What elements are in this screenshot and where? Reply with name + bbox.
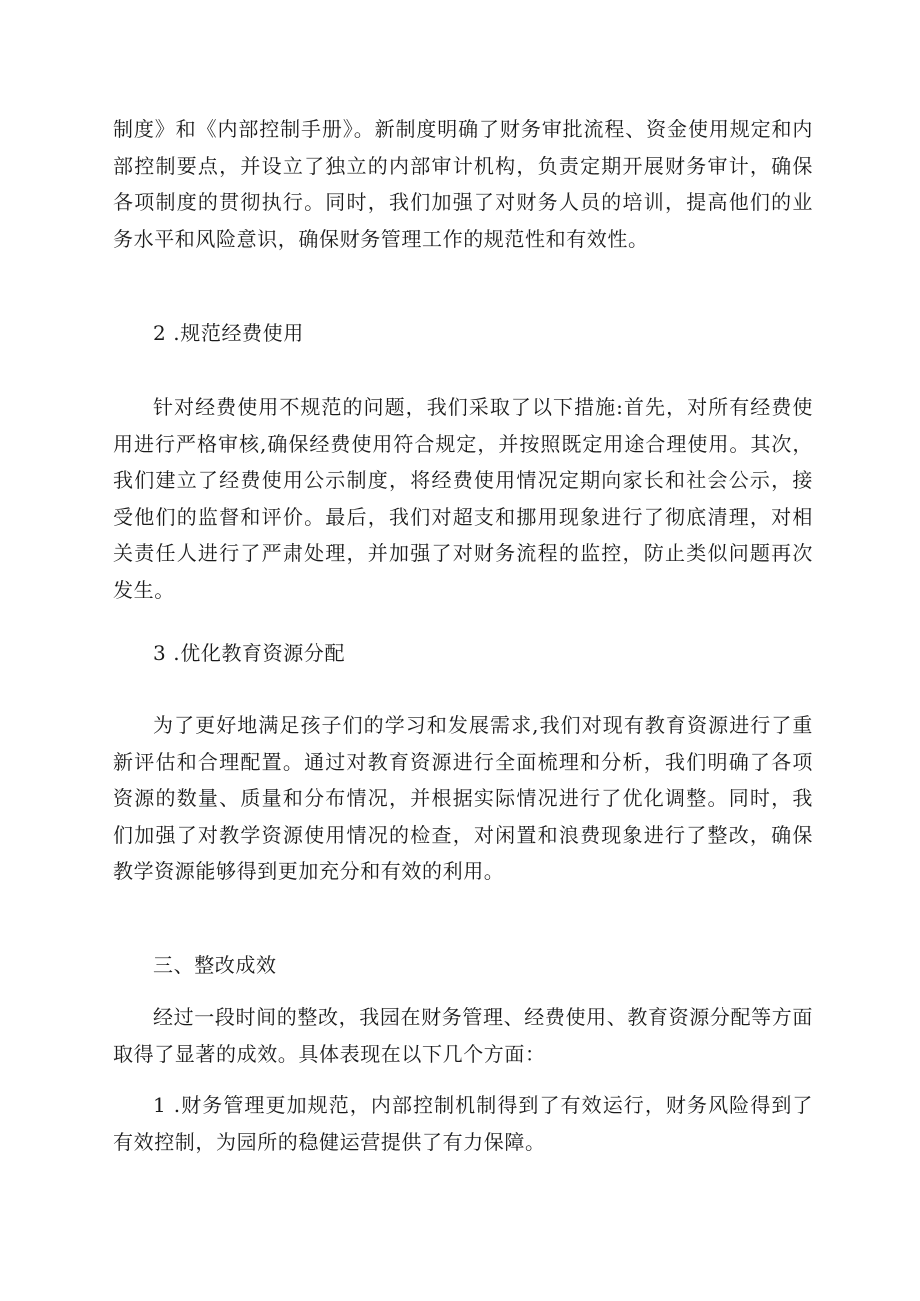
paragraph-results-intro: 经过一段时间的整改，我园在财务管理、经费使用、教育资源分配等方面取得了显著的成效。具体表现在以下几个方面： [113,1005,813,1066]
heading-rectification-results: 三、整改成效 [153,953,277,977]
paragraph-funding-measures: 针对经费使用不规范的问题，我们采取了以下措施:首先，对所有经费使用进行严格审核,确保经费使用符合规定，并按照既定用途合理使用。其次，我们建立了经费使用公示制度，将经费使用情况定期向家长和社会公示，接受他们的监督和评价。最后，我们对超支和挪用现象进行了彻底清理，对相关责任人进行了严肃处理，并加强了对财务流程的监控，防止类似问题再次发生。 [113,395,813,602]
paragraph-financial-system: 制度》和《内部控制手册》。新制度明确了财务审批流程、资金使用规定和内部控制要点，并设立了独立的内部审计机构，负责定期开展财务审计，确保各项制度的贯彻执行。同时，我们加强了对财务人员的培训，提高他们的业务水平和风险意识，确保财务管理工作的规范性和有效性。 [113,117,813,251]
paragraph-resource-allocation: 为了更好地满足孩子们的学习和发展需求,我们对现有教育资源进行了重新评估和合理配置。通过对教育资源进行全面梳理和分析，我们明确了各项资源的数量、质量和分布情况，并根据实际情况进行了优化调整。同时，我们加强了对教学资源使用情况的检查，对闲置和浪费现象进行了整改，确保教学资源能够得到更加充分和有效的利用。 [113,713,813,884]
paragraph-result-item-1: 1 .财务管理更加规范，内部控制机制得到了有效运行，财务风险得到了有效控制，为园所的稳健运营提供了有力保障。 [113,1093,813,1154]
heading-optimize-resources: 3 .优化教育资源分配 [153,641,346,665]
heading-standardize-funding: 2 .规范经费使用 [153,321,304,345]
